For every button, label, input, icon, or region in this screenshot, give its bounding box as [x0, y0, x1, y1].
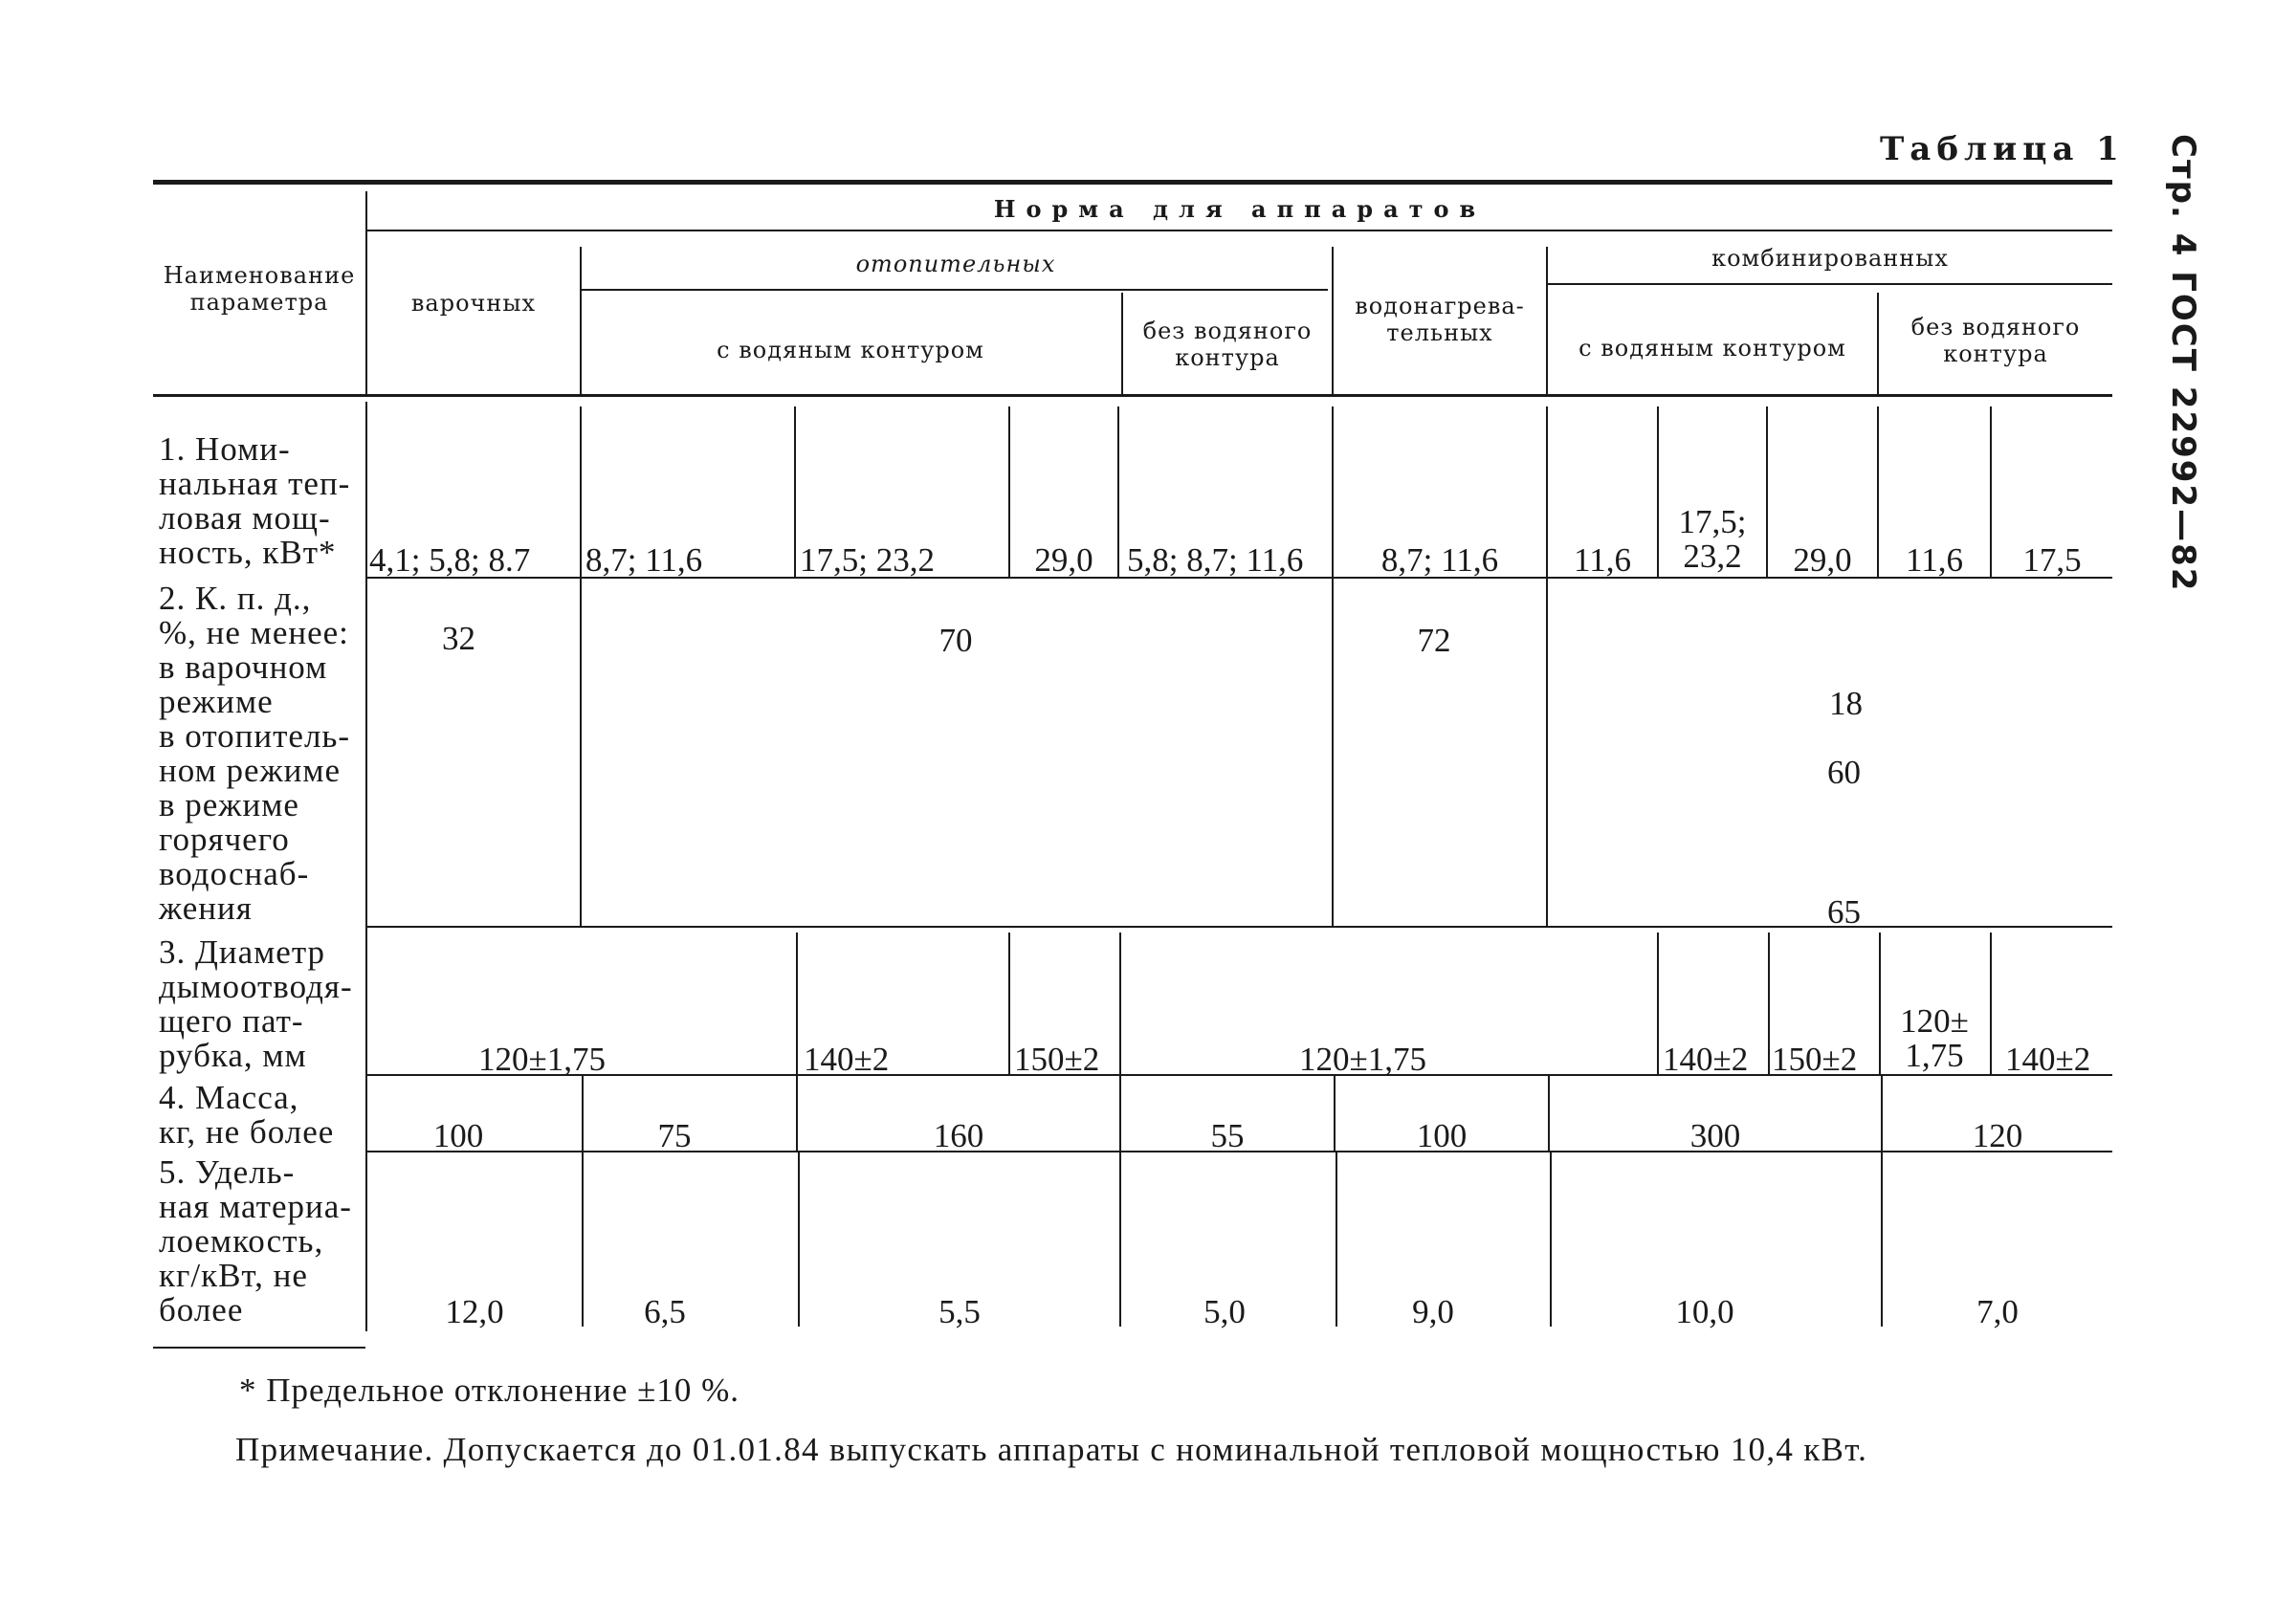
row1-comb-nw-b: 17,5: [2022, 541, 2082, 579]
row4-heat-nw: 55: [1210, 1117, 1245, 1154]
row3-label: 3. Диаметр дымоотводя- щего пат- рубка, мм: [159, 933, 353, 1074]
header-combined: комбинированных: [1711, 245, 1949, 272]
header-norm: Норма для аппаратов: [993, 195, 1487, 223]
row1-water-heating: 8,7; 11,6: [1380, 541, 1499, 579]
row3-v5: 140±2: [1663, 1041, 1749, 1078]
row1-heat-nw: 5,8; 8,7; 11,6: [1127, 541, 1304, 579]
row4-heat-a: 75: [657, 1117, 692, 1154]
table-title: Таблица 1: [1880, 130, 2125, 168]
row3-v4: 120±1,75: [1299, 1041, 1426, 1078]
row1-comb-b: 17,5; 23,2: [1678, 503, 1747, 575]
margin-header-text: Стр. 4 ГОСТ 22992—82: [2164, 134, 2202, 593]
row3-v6: 150±2: [1772, 1041, 1858, 1078]
row2-comb-heating: 60: [1827, 754, 1861, 791]
row5-heat-b: 5,5: [938, 1293, 981, 1330]
note: Примечание. Допускается до 01.01.84 выпускать аппараты с номинальной тепловой мощностью 10,4 кВт.: [235, 1431, 1868, 1468]
row4-comb-nw: 120: [1972, 1117, 2023, 1154]
row5-cooking: 12,0: [445, 1293, 504, 1330]
row3-v2: 140±2: [804, 1041, 890, 1078]
row1-heat-c: 29,0: [1034, 541, 1093, 579]
row1-comb-nw-a: 11,6: [1906, 541, 1963, 579]
row1-heat-a: 8,7; 11,6: [585, 541, 703, 579]
row1-comb-a: 11,6: [1574, 541, 1631, 579]
header-heating: отопительных: [855, 251, 1056, 277]
header-no-water-circuit: без водяного контура: [1142, 318, 1313, 371]
header-comb-water-circuit: с водяным контуром: [1578, 335, 1846, 362]
row4-heat-b: 160: [933, 1117, 984, 1154]
row3-v8: 140±2: [2005, 1041, 2091, 1078]
header-param-col: Наименование параметра: [163, 262, 356, 316]
row5-heat-nw: 5,0: [1203, 1293, 1246, 1330]
margin-header: [2135, 134, 2212, 593]
row2-label: 2. К. п. д., %, не менее: в варочном режиме в отопитель- ном режиме в режиме горячего водоснаб- жения: [159, 580, 351, 927]
row4-water-heating: 100: [1416, 1117, 1468, 1154]
header-water-circuit: с водяным контуром: [717, 337, 984, 363]
row3-v3: 150±2: [1014, 1041, 1100, 1078]
row4-comb-w: 300: [1689, 1117, 1741, 1154]
footnote: * Предельное отклонение ±10 %.: [239, 1372, 740, 1409]
row3-v1: 120±1,75: [478, 1041, 606, 1078]
row2-comb-hot-water: 65: [1827, 893, 1861, 931]
row2-heating: 70: [938, 622, 973, 659]
row5-label: 5. Удель- ная материа- лоемкость, кг/кВт, не более: [159, 1153, 352, 1328]
row5-water-heating: 9,0: [1412, 1293, 1454, 1330]
header-cooking: варочных: [410, 290, 537, 317]
row4-cooking: 100: [432, 1117, 484, 1154]
row4-label: 4. Масса, кг, не более: [159, 1079, 335, 1151]
row1-cooking: 4,1; 5,8; 8.7: [369, 541, 531, 579]
row5-comb-nw: 7,0: [1976, 1293, 2019, 1330]
row2-comb-cooking: 18: [1829, 685, 1863, 722]
row2-water-heating: 72: [1417, 622, 1451, 659]
header-comb-no-water-circuit: без водяного контура: [1910, 314, 2081, 367]
row1-label: 1. Номи- нальная теп- ловая мощ- ность, кВт*: [159, 430, 351, 571]
row5-comb-w: 10,0: [1675, 1293, 1734, 1330]
row3-v7: 120± 1,75: [1900, 1002, 1969, 1074]
row2-cooking: 32: [442, 620, 475, 657]
row1-comb-c: 29,0: [1793, 541, 1852, 579]
row1-heat-b: 17,5; 23,2: [800, 541, 935, 579]
header-water-heating: водонагрева- тельных: [1355, 293, 1525, 346]
row5-heat-a: 6,5: [644, 1293, 686, 1330]
